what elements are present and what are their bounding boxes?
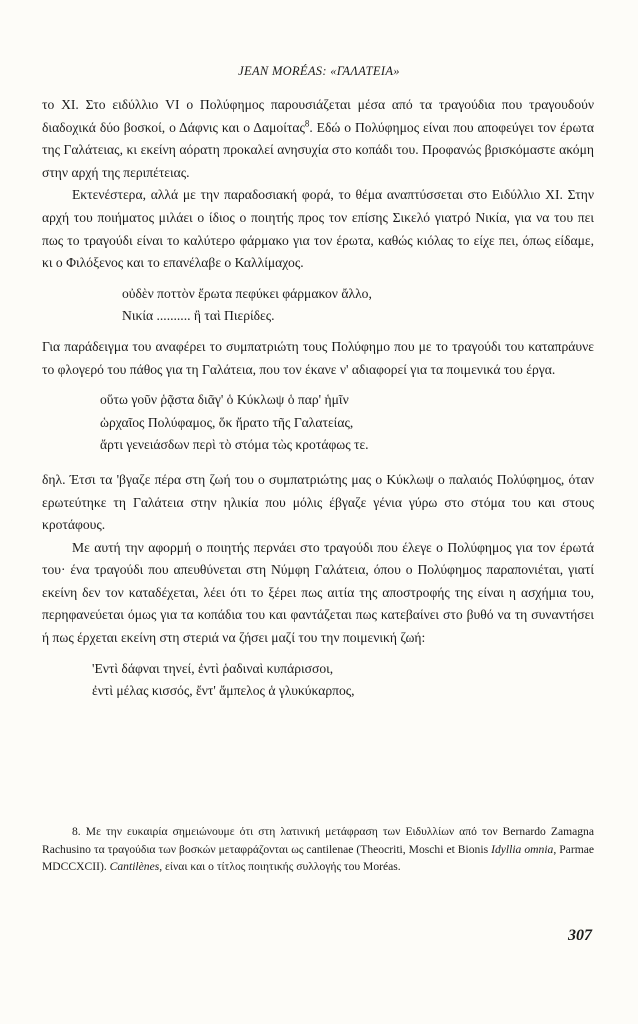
- page-number: 307: [568, 927, 592, 944]
- greek-quote-1: [42, 283, 594, 328]
- footnote-ref: 8: [304, 118, 310, 129]
- paragraph-4: δηλ. Έτσι τα 'βγαζε πέρα στη ζωή του ο συμπατριώτης μας ο Κύκλωψ ο παλαιός Πολύφημος, όταν ερωτεύτηκε τη Γαλάτεια στην ηλικία που μόλις έβγαζε γένια γύρω στο στόμα του και στους κροτάφους.: [42, 471, 594, 533]
- quote-line: ἄρτι γενειάσδων περὶ τὸ στόμα τὼς κροτάφως τε.: [100, 437, 369, 453]
- paragraph-2: Εκτενέστερα, αλλά με την παραδοσιακή φορά, το θέμα αναπτύσσεται στο Ειδύλλιο XI. Στην αρχή του ποιήματος μιλάει ο ίδιος ο ποιητής προς τον επίσης Σικελό γιατρό Νικία, για να του πει πως το τραγούδι είναι το καλύτερο φάρμακο για τον έρωτα, καθώς κιόλας το είχε πει, όπως είδαμε, κι ο Φιλόξενος και το επανέλαβε ο Καλλίμαχος.: [42, 187, 594, 271]
- quote-line: οὐδὲν ποττὸν ἔρωτα πεφύκει φάρμακον ἄλλο,: [122, 285, 372, 301]
- footnote-italic-word: Cantilènes: [109, 860, 160, 874]
- quote-line: οὕτω γοῦν ῥᾷστα διᾶγ' ὁ Κύκλωψ ὁ παρ' ἡμῖν: [100, 392, 349, 408]
- quote-line: ἐντὶ μέλας κισσός, ἔντ' ἄμπελος ἁ γλυκύκαρπος,: [92, 683, 355, 699]
- quote-line: ὡρχαῖος Πολύφαμος, ὅκ ἤρατο τῆς Γαλατείας,: [100, 414, 354, 430]
- main-text: [42, 94, 594, 711]
- greek-quote-2: [42, 389, 594, 457]
- quote-line: 'Εντὶ δάφναι τηνεί, ἐντὶ ῥαδιναὶ κυπάρισσοι,: [92, 660, 334, 676]
- footnote: 8. Με την ευκαιρία σημειώνουμε ότι στη λατινική μετάφραση των Ειδυλλίων από τον Bernardo Zamagna Rachusino τα τραγούδια των βοσκών μεταφράζονται ως cantilenae (Theocriti, Moschi et Bionis Idyllia omnia, Parmae MDCCXCII). Cantilènes, είναι και ο τίτλος ποιητικής συλλογής του Moréas.: [42, 825, 595, 874]
- running-head: JEAN MORÉAS: «ΓΑΛΑΤΕΙΑ»: [238, 64, 400, 78]
- footnote-number: 8.: [72, 825, 81, 838]
- paragraph-1: το XI. Στο ειδύλλιο VI ο Πολύφημος παρουσιάζεται μέσα από τα τραγούδια που τραγουδούν διαδοχικά δύο βοσκοί, ο Δάφνις και ο Δαμοίτας$^8$. Εδώ ο Πολύφημος είναι που αποφεύγει τον έρωτα της Γαλάτειας, κι εκείνη αόρατη προκαλεί ανησυχία στο κοπάδι του. Προφανώς βρισκόμαστε ακόμη στην αρχή της περιπέτειας.: [42, 97, 594, 180]
- paragraph-5: Με αυτή την αφορμή ο ποιητής περνάει στο τραγούδι που έλεγε ο Πολύφημος για τον έρωτά του· ένα τραγούδι που απευθύνεται στη Νύμφη Γαλάτεια, όπου ο Πολύφημος παραπονιέται, γιατί εκείνη δεν τον καταδέχεται, λέει ότι το ξέρει πως αιτία της αποστροφής της είναι η ασχήμια του, περηφανεύεται όμως για τα κοπάδια του και φαντάζεται πως κατεβαίνει στο βυθό να τη συναντήσει ή πως έρχεται εκείνη στη στεριά να ζήσει μαζί του την ποιμενική ζωή:: [42, 539, 594, 646]
- greek-quote-3: [42, 658, 594, 703]
- quote-line: Νικία .......... ἢ ταὶ Πιερίδες.: [122, 308, 275, 324]
- paragraph-3: Για παράδειγμα του αναφέρει το συμπατριώτη τους Πολύφημο που με το τραγούδι του καταπράυνε το φλογερό του πάθος για τη Γαλάτεια, που τον έκανε ν' αδιαφορεί για τα ποιμενικά του έργα.: [42, 338, 594, 377]
- footnote-title: Idyllia omnia: [491, 842, 554, 856]
